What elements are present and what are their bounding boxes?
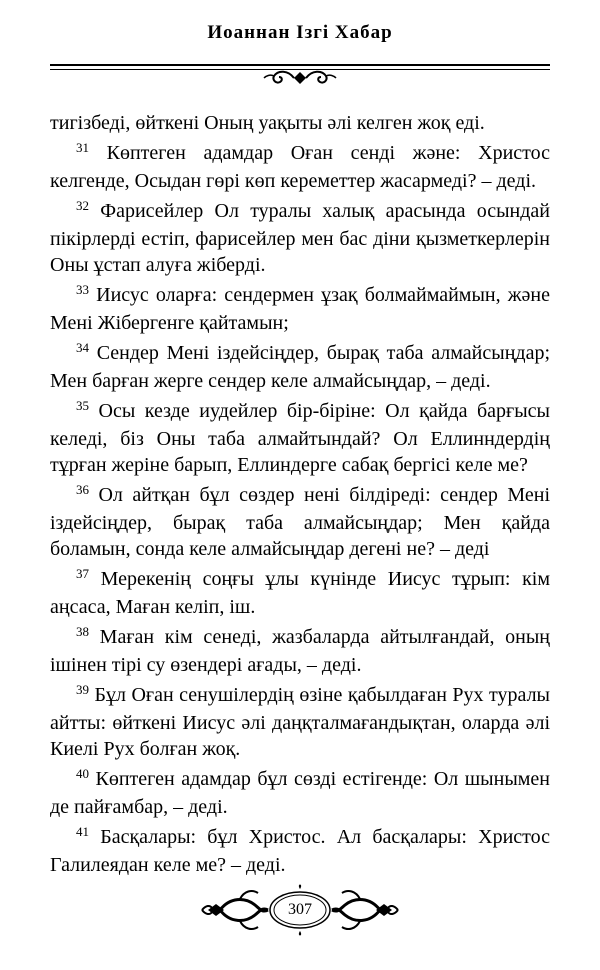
verse-number: 33 — [76, 282, 89, 297]
verse — [50, 282, 550, 336]
verse — [50, 766, 550, 820]
continued-line: тигізбеді, өйткені Оның уақыты әлі келген жоқ еді. — [50, 112, 485, 134]
verse — [50, 682, 550, 762]
page-number: 307 — [288, 901, 312, 918]
verse-number: 34 — [76, 340, 89, 355]
verse-number: 36 — [76, 482, 89, 497]
verse-number: 32 — [76, 198, 89, 213]
verse-text: Осы кезде иудейлер бір-біріне: Ол қайда барғысы келеді, біз Оны таба алмайтындай? Ол Еллинндердің тұрған жеріне барып, Еллиндерге сабақ бергісі келе ме? — [50, 400, 550, 476]
verse-number: 31 — [76, 140, 89, 155]
verse-text: Көптеген адамдар Оған сенді және: Христос келгенде, Осыдан гөрі көп кереметтер жасармеді? – деді. — [50, 142, 551, 192]
verse-text: Сендер Мені іздейсіңдер, бырақ таба алмайсыңдар; Мен барған жерге сендер келе алмайсыңдар, – деді. — [50, 342, 551, 392]
verse-text: Бұл Оған сенушілердің өзіне қабылдаған Рух туралы айтты: өйткені Иисус әлі даңқталмағандықтан, оларда әлі Киелі Рух болған жоқ. — [50, 684, 550, 760]
verse-text: Фарисейлер Ол туралы халық арасында осындай пікірлерді естіп, фарисейлер мен бас діни қызметкерлерін Оны ұстап алуға жіберді. — [50, 200, 550, 276]
verse — [50, 340, 550, 394]
verse-text: Иисус оларға: сендермен ұзақ болмаймаймын, және Мені Жібергенге қайтамын; — [50, 284, 551, 334]
scripture-text — [50, 110, 550, 882]
verse — [50, 140, 550, 194]
verse — [50, 566, 550, 620]
verse-number: 38 — [76, 624, 89, 639]
header-ornament-icon — [260, 68, 340, 88]
verse-number: 39 — [76, 682, 89, 697]
verse — [50, 398, 550, 478]
verse-text: Басқалары: бұл Христос. Ал басқалары: Христос Галилеядан келе ме? – деді. — [50, 826, 551, 876]
verse-number: 35 — [76, 398, 89, 413]
verse-text: Мерекенің соңғы ұлы күнінде Иисус тұрып: кім аңсаса, Маған келіп, іш. — [50, 568, 551, 618]
verse — [50, 624, 550, 678]
verse — [50, 824, 550, 878]
verse-text: Ол айтқан бұл сөздер нені білдіреді: сендер Мені іздейсіңдер, бырақ таба алмайсыңдар; Мен қайда боламын, сонда келе алмайсыңдар дегені не? – деді — [50, 484, 550, 560]
verse-text: Маған кім сенеді, жазбаларда айтылғандай, оның ішінен тірі су өзендері ағады, – деді. — [50, 626, 551, 676]
verse-text: Көптеген адамдар бұл сөзді естігенде: Ол шынымен де пайғамбар, – деді. — [50, 768, 550, 818]
verse-number: 41 — [76, 824, 89, 839]
verse — [50, 482, 550, 562]
header-rule-thick — [50, 64, 550, 66]
verse-number: 37 — [76, 566, 89, 581]
verse — [50, 198, 550, 278]
page-header-title: Иоаннан Ізгі Хабар — [207, 22, 393, 43]
verse-number: 40 — [76, 766, 89, 781]
